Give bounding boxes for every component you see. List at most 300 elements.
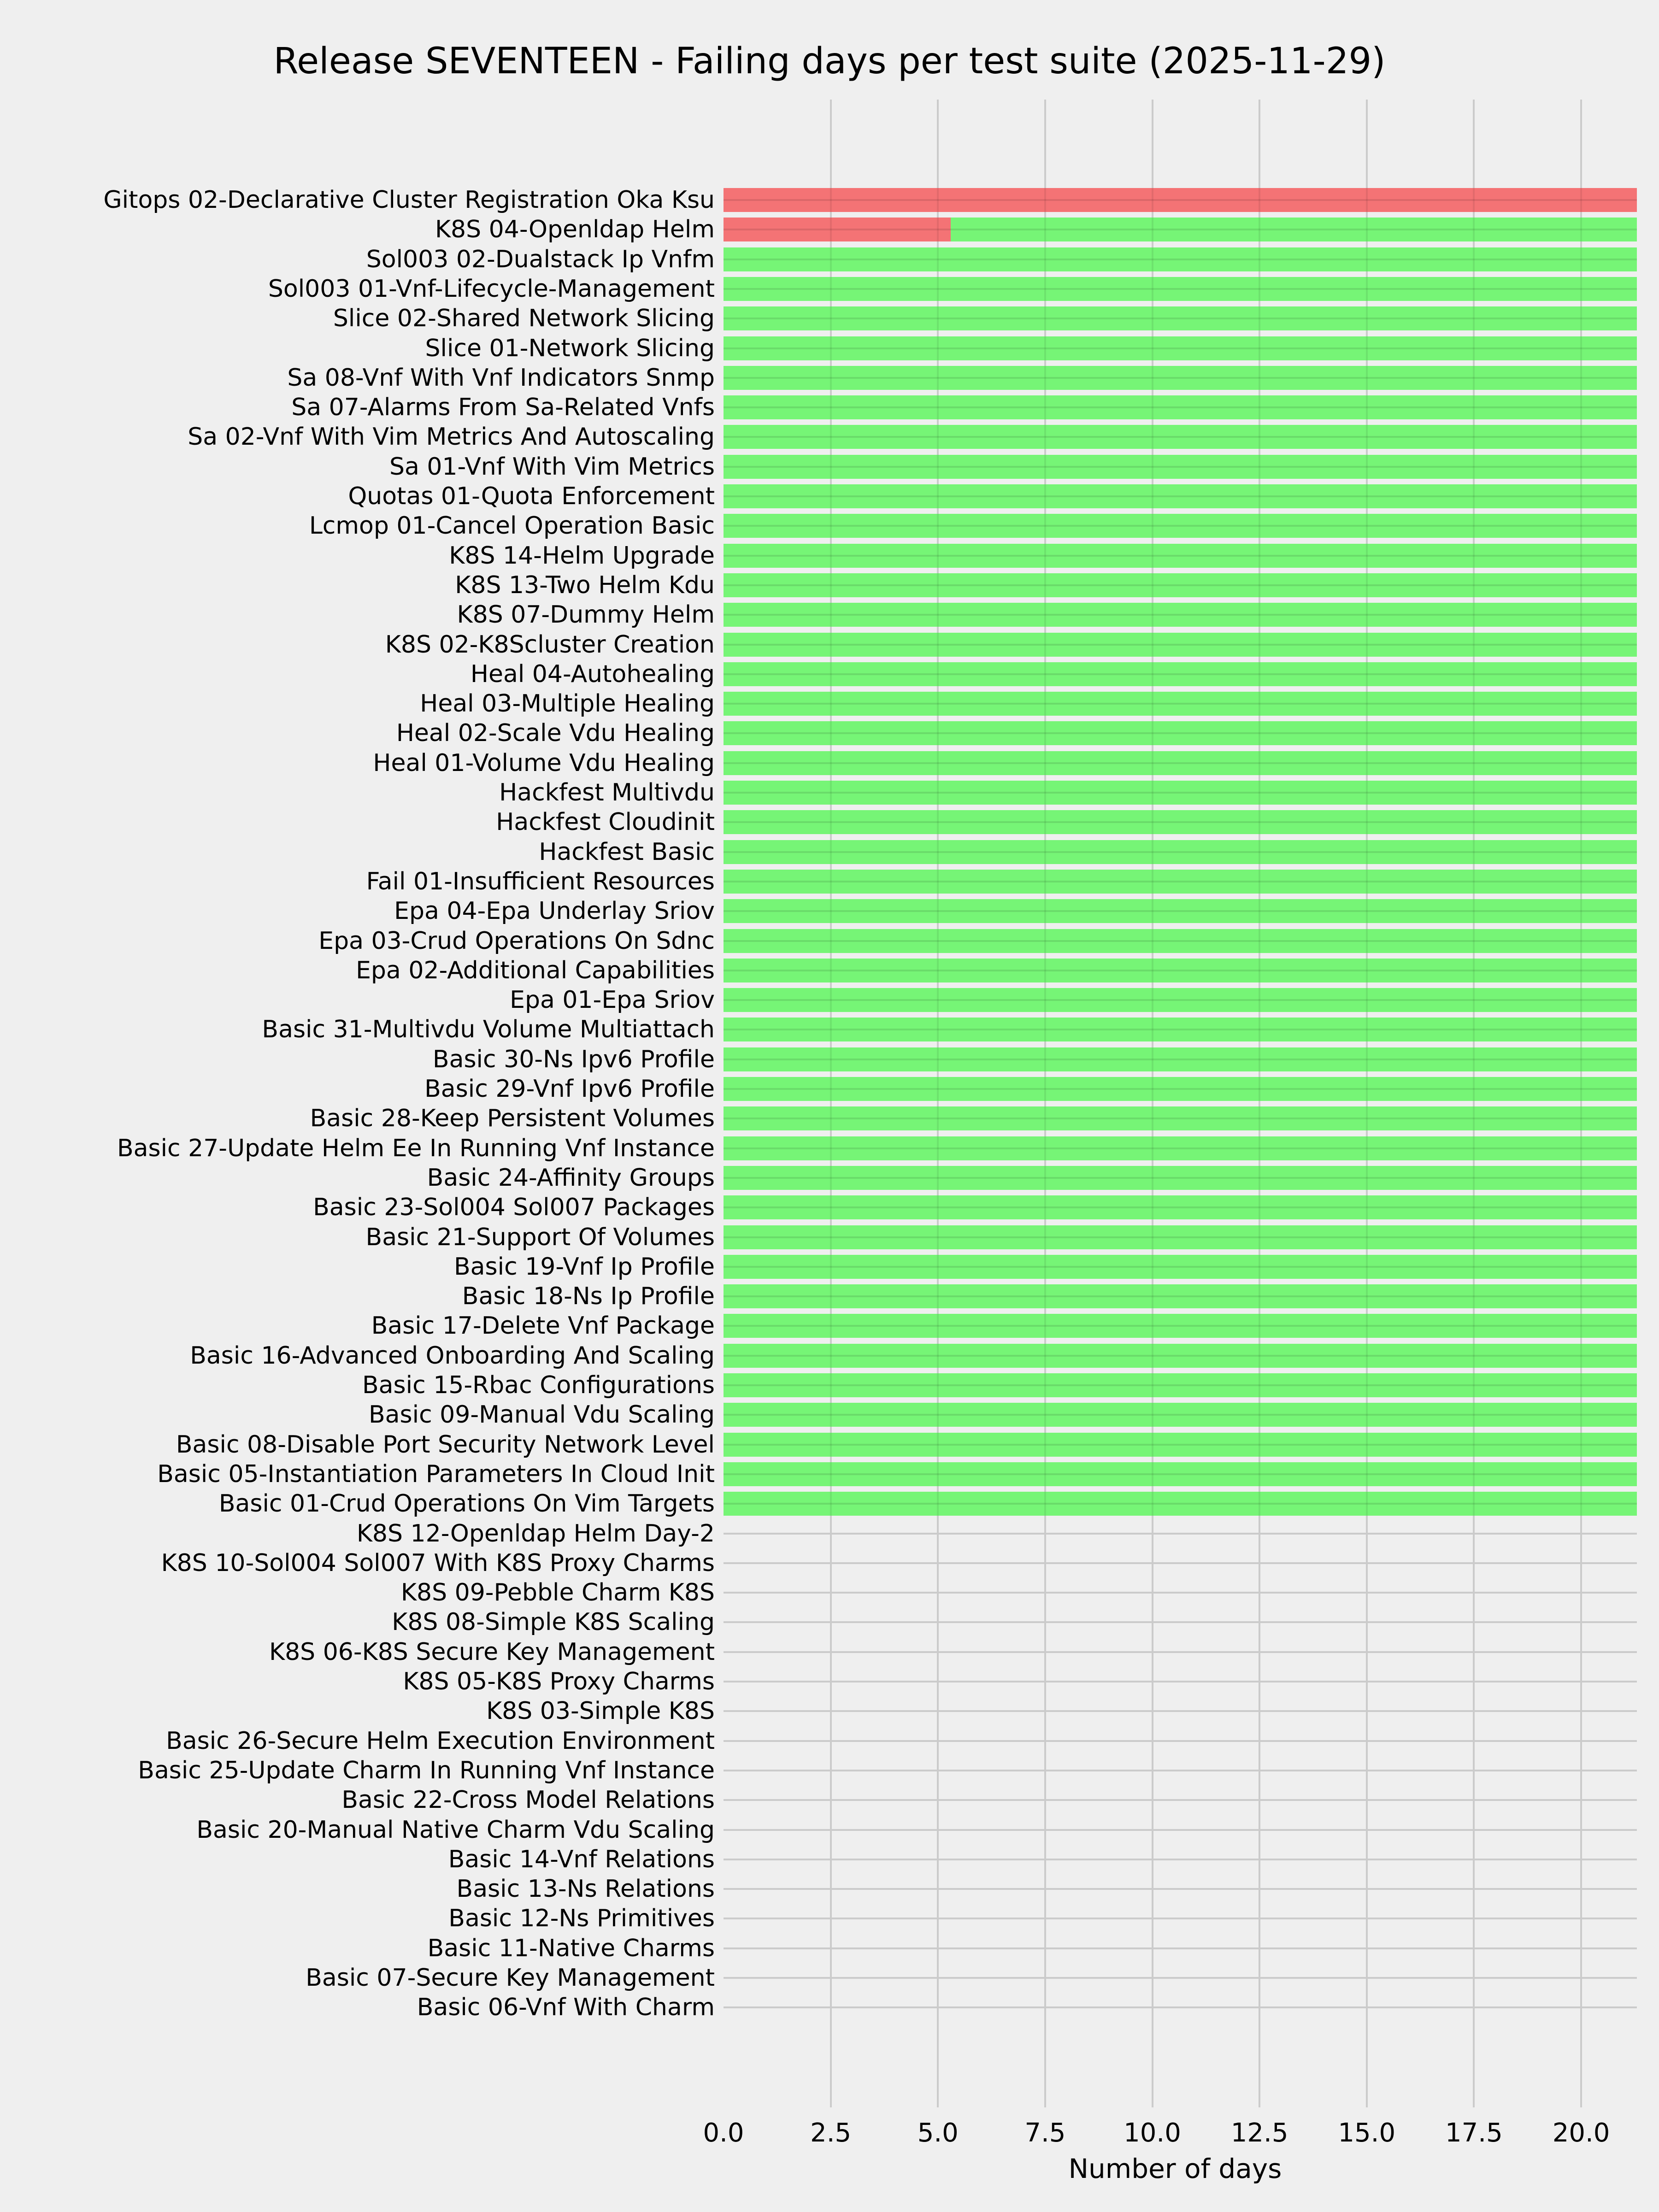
bar-row bbox=[724, 544, 1637, 568]
bar-gridline-stripe bbox=[1044, 1403, 1046, 1427]
y-axis-label: K8S 12-Openldap Helm Day-2 bbox=[356, 1519, 715, 1547]
bar-gridline-stripe bbox=[1366, 188, 1368, 212]
bar-gridline-stripe bbox=[937, 988, 939, 1012]
bar-gridline-stripe bbox=[830, 306, 832, 330]
bar-gridline-stripe bbox=[830, 1136, 832, 1160]
bar-center-seam bbox=[724, 732, 1637, 734]
bar-gridline-stripe bbox=[830, 1225, 832, 1249]
bar-gridline-stripe bbox=[830, 366, 832, 390]
bar-gridline-stripe bbox=[1044, 603, 1046, 627]
bar-gridline-stripe bbox=[1259, 1344, 1260, 1368]
bar-gridline-stripe bbox=[1044, 1314, 1046, 1338]
bar-center-seam bbox=[724, 436, 1637, 438]
y-axis-label: Heal 01-Volume Vdu Healing bbox=[373, 749, 715, 777]
bar-row bbox=[724, 1018, 1637, 1041]
y-axis-label: Hackfest Cloudinit bbox=[496, 808, 715, 836]
bar-gridline-stripe bbox=[1473, 1314, 1475, 1338]
bar-gridline-stripe bbox=[1580, 484, 1582, 508]
bar-gridline-stripe bbox=[1152, 484, 1153, 508]
bar-gridline-stripe bbox=[1366, 1077, 1368, 1101]
bar-row bbox=[724, 1284, 1637, 1308]
bar-gridline-stripe bbox=[937, 573, 939, 597]
x-axis-label: Number of days bbox=[1068, 2153, 1282, 2184]
bar-gridline-stripe bbox=[830, 277, 832, 301]
bar-gridline-stripe bbox=[1580, 870, 1582, 894]
bar-row bbox=[724, 751, 1637, 775]
gridline-horizontal bbox=[724, 1888, 1637, 1890]
bar-gridline-stripe bbox=[1580, 781, 1582, 805]
bar-gridline-stripe bbox=[1366, 218, 1368, 241]
bar-gridline-stripe bbox=[1580, 366, 1582, 390]
y-axis-label: Hackfest Basic bbox=[539, 838, 715, 866]
bar-gridline-stripe bbox=[1366, 1314, 1368, 1338]
y-axis-label: Basic 12-Ns Primitives bbox=[448, 1905, 715, 1933]
bar-gridline-stripe bbox=[937, 692, 939, 716]
bar-gridline-stripe bbox=[1152, 395, 1153, 419]
bar-gridline-stripe bbox=[1152, 1255, 1153, 1279]
bar-gridline-stripe bbox=[1152, 1433, 1153, 1457]
bar-gridline-stripe bbox=[1259, 810, 1260, 834]
bar-row bbox=[724, 1433, 1637, 1457]
bar-row bbox=[724, 988, 1637, 1012]
bar-gridline-stripe bbox=[1152, 662, 1153, 686]
bar-gridline-stripe bbox=[1366, 1284, 1368, 1308]
bar-gridline-stripe bbox=[1044, 1077, 1046, 1101]
bar-center-seam bbox=[724, 792, 1637, 794]
bar-gridline-stripe bbox=[830, 603, 832, 627]
y-axis-label: Basic 23-Sol004 Sol007 Packages bbox=[313, 1194, 715, 1222]
bar-row bbox=[724, 633, 1637, 657]
bar-gridline-stripe bbox=[1044, 692, 1046, 716]
bar-gridline-stripe bbox=[1044, 1047, 1046, 1071]
bar-gridline-stripe bbox=[1259, 988, 1260, 1012]
bar-gridline-stripe bbox=[1152, 188, 1153, 212]
bar-center-seam bbox=[724, 318, 1637, 319]
bar-gridline-stripe bbox=[1473, 425, 1475, 449]
bar-gridline-stripe bbox=[1152, 840, 1153, 864]
bar-gridline-stripe bbox=[1152, 929, 1153, 953]
bar-center-seam bbox=[724, 881, 1637, 882]
gridline-horizontal bbox=[724, 1651, 1637, 1653]
bar-gridline-stripe bbox=[1473, 840, 1475, 864]
bar-gridline-stripe bbox=[1152, 1225, 1153, 1249]
y-axis-label: Basic 13-Ns Relations bbox=[456, 1875, 715, 1903]
y-axis-label: Basic 05-Instantiation Parameters In Cloud Init bbox=[157, 1460, 715, 1488]
bar-row bbox=[724, 692, 1637, 716]
bar-gridline-stripe bbox=[1473, 1373, 1475, 1397]
bar-gridline-stripe bbox=[1152, 1344, 1153, 1368]
bar-gridline-stripe bbox=[937, 929, 939, 953]
bar-gridline-stripe bbox=[1580, 425, 1582, 449]
bar-gridline-stripe bbox=[937, 277, 939, 301]
bar-gridline-stripe bbox=[937, 455, 939, 479]
x-tick-label: 0.0 bbox=[703, 2118, 744, 2148]
bar-gridline-stripe bbox=[830, 1047, 832, 1071]
bar-center-seam bbox=[724, 288, 1637, 290]
bar-gridline-stripe bbox=[830, 810, 832, 834]
bar-gridline-stripe bbox=[1044, 336, 1046, 360]
bar-gridline-stripe bbox=[1152, 1077, 1153, 1101]
bar-gridline-stripe bbox=[1044, 1462, 1046, 1486]
bar-center-seam bbox=[724, 1355, 1637, 1357]
y-axis-label: Epa 04-Epa Underlay Sriov bbox=[394, 897, 715, 925]
bar-gridline-stripe bbox=[1473, 484, 1475, 508]
bar-gridline-stripe bbox=[1473, 781, 1475, 805]
bar-gridline-stripe bbox=[1259, 1284, 1260, 1308]
gridline-horizontal bbox=[724, 1829, 1637, 1831]
bar-gridline-stripe bbox=[1473, 1284, 1475, 1308]
y-axis-label: K8S 10-Sol004 Sol007 With K8S Proxy Charms bbox=[161, 1549, 715, 1577]
x-tick-label: 10.0 bbox=[1124, 2118, 1181, 2148]
bar-gridline-stripe bbox=[1259, 1018, 1260, 1041]
bar-gridline-stripe bbox=[1473, 1047, 1475, 1071]
bar-gridline-stripe bbox=[1366, 840, 1368, 864]
bar-gridline-stripe bbox=[830, 484, 832, 508]
bar-gridline-stripe bbox=[1259, 1314, 1260, 1338]
bar-gridline-stripe bbox=[830, 1492, 832, 1516]
bar-gridline-stripe bbox=[830, 1166, 832, 1190]
bar-gridline-stripe bbox=[1044, 1284, 1046, 1308]
bar-gridline-stripe bbox=[830, 336, 832, 360]
bar-row bbox=[724, 721, 1637, 745]
bar-gridline-stripe bbox=[1259, 218, 1260, 241]
bar-row bbox=[724, 1344, 1637, 1368]
bar-gridline-stripe bbox=[1366, 1373, 1368, 1397]
bar-gridline-stripe bbox=[937, 1373, 939, 1397]
gridline-horizontal bbox=[724, 1918, 1637, 1919]
bar-gridline-stripe bbox=[1366, 484, 1368, 508]
bar-gridline-stripe bbox=[1259, 721, 1260, 745]
bar-gridline-stripe bbox=[1259, 1106, 1260, 1130]
bar-gridline-stripe bbox=[830, 633, 832, 657]
bar-row bbox=[724, 1077, 1637, 1101]
bar-gridline-stripe bbox=[1044, 277, 1046, 301]
bar-gridline-stripe bbox=[1044, 306, 1046, 330]
bar-center-seam bbox=[724, 377, 1637, 379]
gridline-horizontal bbox=[724, 1977, 1637, 1979]
bar-gridline-stripe bbox=[1580, 247, 1582, 271]
bar-gridline-stripe bbox=[830, 1314, 832, 1338]
y-axis-label: Basic 16-Advanced Onboarding And Scaling bbox=[190, 1341, 715, 1370]
bar-row bbox=[724, 899, 1637, 923]
bar-gridline-stripe bbox=[1473, 1462, 1475, 1486]
bar-center-seam bbox=[724, 495, 1637, 497]
bar-gridline-stripe bbox=[1044, 959, 1046, 982]
bar-center-seam bbox=[724, 1473, 1637, 1475]
bar-gridline-stripe bbox=[1259, 781, 1260, 805]
bar-gridline-stripe bbox=[1580, 899, 1582, 923]
bar-gridline-stripe bbox=[830, 662, 832, 686]
bar-gridline-stripe bbox=[1580, 662, 1582, 686]
bar-gridline-stripe bbox=[937, 751, 939, 775]
bar-gridline-stripe bbox=[1152, 1166, 1153, 1190]
bar-gridline-stripe bbox=[1259, 573, 1260, 597]
bar-gridline-stripe bbox=[1259, 1166, 1260, 1190]
bar-gridline-stripe bbox=[1152, 751, 1153, 775]
bar-gridline-stripe bbox=[1473, 544, 1475, 568]
bar-gridline-stripe bbox=[1044, 1166, 1046, 1190]
bar-gridline-stripe bbox=[1473, 692, 1475, 716]
bar-gridline-stripe bbox=[1259, 662, 1260, 686]
bar-gridline-stripe bbox=[1580, 1166, 1582, 1190]
bar-gridline-stripe bbox=[1473, 988, 1475, 1012]
bar-center-seam bbox=[724, 1384, 1637, 1386]
bar-gridline-stripe bbox=[1366, 603, 1368, 627]
y-axis-label: Basic 29-Vnf Ipv6 Profile bbox=[424, 1075, 715, 1103]
y-axis-label: Slice 01-Network Slicing bbox=[425, 334, 715, 362]
x-tick-label: 17.5 bbox=[1445, 2118, 1503, 2148]
bar-gridline-stripe bbox=[1580, 603, 1582, 627]
bar-gridline-stripe bbox=[937, 1195, 939, 1219]
bar-gridline-stripe bbox=[1366, 1136, 1368, 1160]
bar-gridline-stripe bbox=[1366, 455, 1368, 479]
bar-gridline-stripe bbox=[1152, 218, 1153, 241]
gridline-horizontal bbox=[724, 1621, 1637, 1623]
bar-gridline-stripe bbox=[830, 1106, 832, 1130]
y-axis-label: Basic 09-Manual Vdu Scaling bbox=[368, 1401, 715, 1429]
bar-gridline-stripe bbox=[1152, 603, 1153, 627]
bar-gridline-stripe bbox=[1473, 395, 1475, 419]
bar-gridline-stripe bbox=[1044, 870, 1046, 894]
bar-center-seam bbox=[724, 525, 1637, 527]
bar-gridline-stripe bbox=[1259, 1403, 1260, 1427]
bar-gridline-stripe bbox=[1580, 1255, 1582, 1279]
y-axis-label: Sa 01-Vnf With Vim Metrics bbox=[389, 453, 715, 481]
bar-row bbox=[724, 810, 1637, 834]
bar-center-seam bbox=[724, 259, 1637, 260]
bar-gridline-stripe bbox=[1366, 1462, 1368, 1486]
bar-row bbox=[724, 1314, 1637, 1338]
bar-row bbox=[724, 1106, 1637, 1130]
bar-gridline-stripe bbox=[1044, 1106, 1046, 1130]
bar-row bbox=[724, 1166, 1637, 1190]
y-axis-label: Heal 02-Scale Vdu Healing bbox=[396, 719, 715, 747]
bar-gridline-stripe bbox=[830, 1077, 832, 1101]
bar-gridline-stripe bbox=[1580, 692, 1582, 716]
bar-gridline-stripe bbox=[1259, 514, 1260, 538]
bar-gridline-stripe bbox=[1044, 1492, 1046, 1516]
gridline-horizontal bbox=[724, 2006, 1637, 2008]
bar-gridline-stripe bbox=[1152, 692, 1153, 716]
y-axis-label: K8S 08-Simple K8S Scaling bbox=[392, 1608, 715, 1636]
y-axis-label: Basic 07-Secure Key Management bbox=[306, 1964, 715, 1992]
y-axis-label: Basic 17-Delete Vnf Package bbox=[371, 1312, 715, 1340]
bar-row bbox=[724, 336, 1637, 360]
bar-gridline-stripe bbox=[1366, 1344, 1368, 1368]
bar-row bbox=[724, 366, 1637, 390]
bar-gridline-stripe bbox=[937, 899, 939, 923]
bar-gridline-stripe bbox=[1580, 810, 1582, 834]
bar-gridline-stripe bbox=[1044, 721, 1046, 745]
bar-gridline-stripe bbox=[1366, 1018, 1368, 1041]
bar-gridline-stripe bbox=[1259, 366, 1260, 390]
x-tick-label: 2.5 bbox=[810, 2118, 852, 2148]
bar-gridline-stripe bbox=[1366, 395, 1368, 419]
bar-gridline-stripe bbox=[937, 218, 939, 241]
bar-row bbox=[724, 603, 1637, 627]
x-tick-label: 5.0 bbox=[917, 2118, 959, 2148]
bar-gridline-stripe bbox=[1473, 810, 1475, 834]
bar-gridline-stripe bbox=[1473, 1492, 1475, 1516]
bar-gridline-stripe bbox=[1473, 573, 1475, 597]
bar-gridline-stripe bbox=[937, 1136, 939, 1160]
bar-gridline-stripe bbox=[1152, 988, 1153, 1012]
bar-gridline-stripe bbox=[1259, 692, 1260, 716]
y-axis-label: Basic 22-Cross Model Relations bbox=[341, 1786, 715, 1814]
bar-gridline-stripe bbox=[1366, 1195, 1368, 1219]
bar-gridline-stripe bbox=[937, 870, 939, 894]
bar-gridline-stripe bbox=[1044, 573, 1046, 597]
bar-center-seam bbox=[724, 673, 1637, 675]
bar-gridline-stripe bbox=[1366, 781, 1368, 805]
bar-row bbox=[724, 306, 1637, 330]
gridline-horizontal bbox=[724, 1740, 1637, 1742]
bar-gridline-stripe bbox=[830, 188, 832, 212]
y-axis-label: Epa 01-Epa Sriov bbox=[510, 986, 715, 1014]
bar-gridline-stripe bbox=[1473, 1106, 1475, 1130]
y-axis-label: Heal 04-Autohealing bbox=[470, 660, 715, 688]
bar-gridline-stripe bbox=[1259, 306, 1260, 330]
gridline-horizontal bbox=[724, 1799, 1637, 1801]
bar-gridline-stripe bbox=[1366, 544, 1368, 568]
y-axis-label: Sa 07-Alarms From Sa-Related Vnfs bbox=[291, 394, 715, 422]
bar-row bbox=[724, 277, 1637, 301]
bar-gridline-stripe bbox=[1473, 1077, 1475, 1101]
bar-gridline-stripe bbox=[1152, 573, 1153, 597]
bar-gridline-stripe bbox=[1366, 514, 1368, 538]
bar-gridline-stripe bbox=[1473, 1195, 1475, 1219]
bar-gridline-stripe bbox=[830, 395, 832, 419]
bar-gridline-stripe bbox=[1152, 247, 1153, 271]
bar-gridline-stripe bbox=[937, 1225, 939, 1249]
bar-gridline-stripe bbox=[830, 929, 832, 953]
y-axis-label: Sol003 02-Dualstack Ip Vnfm bbox=[366, 245, 715, 273]
bar-row bbox=[724, 1136, 1637, 1160]
bar-gridline-stripe bbox=[830, 1018, 832, 1041]
bar-gridline-stripe bbox=[1366, 1492, 1368, 1516]
bar-center-seam bbox=[724, 466, 1637, 468]
bar-gridline-stripe bbox=[1259, 336, 1260, 360]
bar-gridline-stripe bbox=[1044, 1018, 1046, 1041]
bar-gridline-stripe bbox=[830, 988, 832, 1012]
bar-gridline-stripe bbox=[937, 366, 939, 390]
bar-gridline-stripe bbox=[1259, 929, 1260, 953]
bar-gridline-stripe bbox=[937, 544, 939, 568]
bar-gridline-stripe bbox=[1044, 929, 1046, 953]
bar-gridline-stripe bbox=[1580, 395, 1582, 419]
bar-gridline-stripe bbox=[1473, 277, 1475, 301]
bar-gridline-stripe bbox=[1580, 959, 1582, 982]
y-axis-label: Epa 02-Additional Capabilities bbox=[356, 956, 715, 984]
bar-row bbox=[724, 514, 1637, 538]
bar-gridline-stripe bbox=[1044, 988, 1046, 1012]
bar-gridline-stripe bbox=[1366, 247, 1368, 271]
y-axis-label: K8S 04-Openldap Helm bbox=[435, 216, 715, 244]
bar-gridline-stripe bbox=[937, 395, 939, 419]
bar-row bbox=[724, 781, 1637, 805]
bar-center-seam bbox=[724, 1118, 1637, 1119]
bar-gridline-stripe bbox=[1152, 1314, 1153, 1338]
y-axis-label: Slice 02-Shared Network Slicing bbox=[333, 305, 715, 333]
y-axis-label: Basic 27-Update Helm Ee In Running Vnf Instance bbox=[117, 1134, 715, 1162]
bar-row bbox=[724, 484, 1637, 508]
bar-gridline-stripe bbox=[830, 514, 832, 538]
bar-gridline-stripe bbox=[1152, 1373, 1153, 1397]
bar-row bbox=[724, 662, 1637, 686]
y-axis-label: K8S 14-Helm Upgrade bbox=[449, 541, 715, 570]
bar-gridline-stripe bbox=[1259, 603, 1260, 627]
bar-gridline-stripe bbox=[830, 840, 832, 864]
bar-gridline-stripe bbox=[1366, 929, 1368, 953]
bar-center-seam bbox=[724, 1088, 1637, 1090]
bar-gridline-stripe bbox=[1044, 1344, 1046, 1368]
chart-title: Release SEVENTEEN - Failing days per test suite (2025-11-29) bbox=[273, 41, 1386, 82]
bar-row bbox=[724, 1462, 1637, 1486]
bar-gridline-stripe bbox=[937, 1255, 939, 1279]
bar-gridline-stripe bbox=[937, 633, 939, 657]
bar-gridline-stripe bbox=[1259, 1492, 1260, 1516]
y-axis-label: K8S 09-Pebble Charm K8S bbox=[400, 1579, 715, 1607]
bar-gridline-stripe bbox=[1366, 959, 1368, 982]
bar-gridline-stripe bbox=[1259, 751, 1260, 775]
bar-gridline-stripe bbox=[1152, 1195, 1153, 1219]
bar-gridline-stripe bbox=[830, 455, 832, 479]
bar-gridline-stripe bbox=[1473, 188, 1475, 212]
bar-gridline-stripe bbox=[1473, 514, 1475, 538]
bar-gridline-stripe bbox=[1580, 1195, 1582, 1219]
bar-gridline-stripe bbox=[1044, 1136, 1046, 1160]
y-axis-label: Sa 08-Vnf With Vnf Indicators Snmp bbox=[287, 364, 715, 392]
bar-gridline-stripe bbox=[937, 1106, 939, 1130]
bar-gridline-stripe bbox=[1366, 870, 1368, 894]
gridline-horizontal bbox=[724, 1562, 1637, 1564]
bar-gridline-stripe bbox=[1473, 1255, 1475, 1279]
y-axis-label: Basic 28-Keep Persistent Volumes bbox=[310, 1105, 715, 1133]
bar-gridline-stripe bbox=[1580, 544, 1582, 568]
bar-row bbox=[724, 573, 1637, 597]
bar-gridline-stripe bbox=[937, 721, 939, 745]
bar-gridline-stripe bbox=[937, 959, 939, 982]
bar-gridline-stripe bbox=[1366, 306, 1368, 330]
bar-center-seam bbox=[724, 762, 1637, 764]
bar-row bbox=[724, 929, 1637, 953]
bar-gridline-stripe bbox=[830, 218, 832, 241]
bar-row bbox=[724, 1195, 1637, 1219]
bar-gridline-stripe bbox=[937, 1047, 939, 1071]
bar-gridline-stripe bbox=[830, 751, 832, 775]
bar-gridline-stripe bbox=[1473, 1344, 1475, 1368]
bar-gridline-stripe bbox=[1152, 544, 1153, 568]
bar-gridline-stripe bbox=[1259, 1255, 1260, 1279]
bar-gridline-stripe bbox=[1259, 455, 1260, 479]
y-axis-label: Basic 15-Rbac Configurations bbox=[362, 1371, 715, 1399]
y-axis-label: Basic 24-Affinity Groups bbox=[427, 1164, 715, 1192]
bar-gridline-stripe bbox=[1473, 929, 1475, 953]
bar-gridline-stripe bbox=[1580, 1077, 1582, 1101]
bar-row bbox=[724, 395, 1637, 419]
bar-gridline-stripe bbox=[1580, 1136, 1582, 1160]
bar-gridline-stripe bbox=[937, 840, 939, 864]
bar-gridline-stripe bbox=[1473, 633, 1475, 657]
bar-gridline-stripe bbox=[1259, 1195, 1260, 1219]
bar-gridline-stripe bbox=[1580, 721, 1582, 745]
bar-gridline-stripe bbox=[1044, 1373, 1046, 1397]
bar-gridline-stripe bbox=[1044, 544, 1046, 568]
bar-gridline-stripe bbox=[1473, 959, 1475, 982]
bar-gridline-stripe bbox=[830, 247, 832, 271]
bar-gridline-stripe bbox=[1259, 544, 1260, 568]
bar-center-seam bbox=[724, 347, 1637, 349]
